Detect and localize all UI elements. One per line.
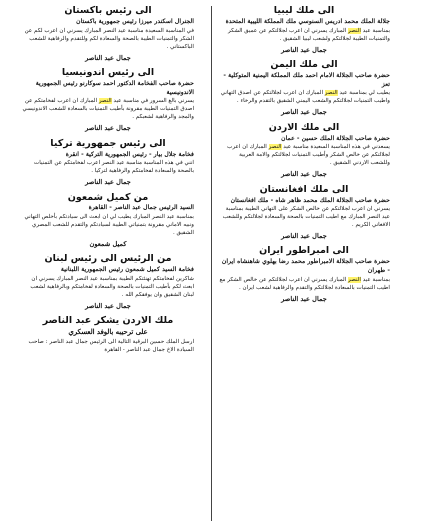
- heading: ملك الاردن يشكر عبد الناصر: [42, 315, 174, 327]
- telegram-jordan: [218, 123, 390, 180]
- signature: جمال عبد الناصر: [281, 170, 327, 179]
- body: بمناسبة عيد النصر المبارك يسرني ان اعرب لجلالتكم عن عميق الشكر والتمنيات الطيبة لجلالتكم ولشعب ليبيا الشقيق .: [228, 27, 390, 42]
- highlighted-word: النصر: [268, 144, 282, 151]
- addressee: الجنرال اسكندر ميرزا رئيس جمهورية باكستان: [76, 17, 194, 25]
- body: يسعدني في هذه المناسبة السعيدة مناسبة عيد النصر المبارك ان اعرب لجلالتكم عن خالص الشكر وأطيب التمنيات لجلالتكم والامة العربية وللشعب الاردني الشقيق .: [227, 144, 390, 167]
- addressee: السيد الرئيس جمال عبد الناصر - القاهرة: [88, 204, 194, 212]
- addressee: جلالة الملك محمد ادريس السنوسي ملك المملكة الليبية المتحدة: [225, 17, 390, 25]
- telegram-afghanistan: [218, 185, 390, 242]
- signature: جمال عبد الناصر: [281, 232, 327, 241]
- heading: الى رئيس جمهورية تركيا: [50, 137, 166, 149]
- body: شاكرين لفخامتكم تهنئتكم الطيبة بمناسبة عيد النصر المبارك يسرني ان ابعث لكم بأطيب التمنيات بالصحة والسعادة لفخامتكم وبالرفاهية لشعب لبنان الشقيق وان يوفقكم الله .: [30, 276, 194, 299]
- signature: جمال عبد الناصر: [281, 45, 327, 54]
- telegram-lebanon: [22, 254, 194, 311]
- heading: الى امبراطور ايران: [259, 245, 349, 257]
- heading: من الرئيس الى رئيس لبنان: [44, 253, 172, 265]
- addressee: حضرة صاحب الجلالة الملك حسين - عمان: [281, 134, 390, 142]
- highlighted-word: النصر: [348, 277, 361, 283]
- highlighted-word: النصر: [348, 27, 361, 34]
- heading: الى رئيس اندونيسيا: [61, 66, 155, 78]
- telegram-indonesia: [22, 68, 194, 134]
- body: في المناسبة السعيدة مناسبة عيد النصر المبارك يسرني ان اعرب لكم عن الشكر والتمنيات الطيبة بالصحة والسعادة لكم وللتقدم والرفاهية للشعب الباكستاني .: [24, 27, 194, 50]
- body: انني في هذه المناسبة مناسبة عيد النصر اعرب لفخامتكم عن التمنيات بالصحة والسعادة لفخامتكم والرفاهية لتركيا .: [34, 160, 194, 175]
- highlighted-word: النصر: [98, 98, 112, 105]
- heading: الى ملك اليمن: [270, 58, 338, 70]
- column-divider: [211, 6, 212, 521]
- telegram-from-chamoun: [22, 193, 194, 250]
- telegram-yemen: [218, 60, 390, 118]
- telegram-pakistan: [22, 6, 194, 63]
- signature: جمال عبد الناصر: [85, 178, 131, 187]
- left-column: [22, 4, 194, 355]
- telegram-turkey: [22, 139, 194, 188]
- highlighted-word: النصر: [324, 90, 338, 97]
- signature: جمال عبد الناصر: [85, 124, 131, 133]
- addressee: فخامة السيد كميل شمعون رئيس الجمهورية اللبنانية: [60, 266, 194, 274]
- body: يسرني بالغ السرور في مناسبة عيد النصر المبارك ان اعرب لفخامتكم عن اصدق التمنيات الطيبة مقرونة بأطيب التمنيات بالسعادة للشعب الاندونيسي والمجد والرفاهية لشعبكم .: [22, 98, 194, 121]
- heading: الى ملك افغانستان: [259, 183, 349, 195]
- right-column: [218, 4, 390, 309]
- body: بمناسبة عيد النصر المبارك يطيب لي ان ابعث الى سيادتكم بأخلص التهاني ونبيه الاماني مقرونة بتمنياتي الطيبة لسيادتكم والتقدم للشعب المصري الشقيق .: [24, 214, 194, 237]
- heading: الى رئيس باكستان: [64, 5, 152, 16]
- subtitle: فخامة جلال بيار - رئيس الجمهورية التركية - انقرة: [65, 150, 194, 158]
- body: ارسل الملك حسين البرقية التالية الى الرئيس جمال عبد الناصر : صاحب السيادة الاخ جمال عبد الناصر - القاهرة: [28, 338, 194, 353]
- heading: الى ملك الاردن: [268, 121, 340, 133]
- heading: من كميل شمعون: [67, 191, 149, 203]
- heading: الى ملك ليبيا: [273, 5, 335, 16]
- addressee: حضرة صاحب الجلالة الامام احمد ملك المملكة اليمنية المتوكلية - تعز: [223, 71, 390, 88]
- jordan-thanks-article: [22, 316, 194, 354]
- signature: كميل شمعون: [89, 240, 127, 249]
- body: يسرني ان اعرب لجلالتكم عن خالص الشكر على التهاني الطيبة بمناسبة عيد النصر المبارك مع اطيب التمنيات بالصحة والسعادة لجلالتكم وللشعب الافغاني الكريم .: [222, 206, 390, 229]
- subheading: على ترحيبه بالوفد العسكري: [68, 328, 148, 337]
- signature: جمال عبد الناصر: [85, 53, 131, 62]
- addressee: حضرة صاحب الجلالة الامبراطور محمد رضا بهلوي شاهنشاه ايران - طهران: [221, 258, 390, 275]
- telegram-libya: [218, 6, 390, 55]
- body: بمناسبة عيد النصر المبارك يسرني ان اعرب لجلالتكم عن خالص الشكر مع اطيب التمنيات بالسعادة لجلالتكم والتقدم والرفاهية لشعب ايران .: [219, 277, 390, 291]
- addressee: حضرة صاحب الفخامة الدكتور احمد سوكارنو رئيس الجمهورية الاندونيسية: [35, 79, 194, 96]
- addressee: حضرة صاحب الجلالة الملك محمد ظاهر شاه - ملك افغانستان: [230, 196, 390, 204]
- signature: جمال عبد الناصر: [281, 108, 327, 117]
- body: يطيب لي بمناسبة عيد النصر المبارك ان اعرب لجلالتكم عن اصدق التهاني واطيب التمنيات لجلالتكم والشعب اليمني الشقيق بالتقدم والرخاء .: [220, 90, 390, 105]
- signature: جمال عبد الناصر: [281, 294, 327, 303]
- telegram-iran: [218, 246, 390, 304]
- signature: جمال عبد الناصر: [85, 301, 131, 310]
